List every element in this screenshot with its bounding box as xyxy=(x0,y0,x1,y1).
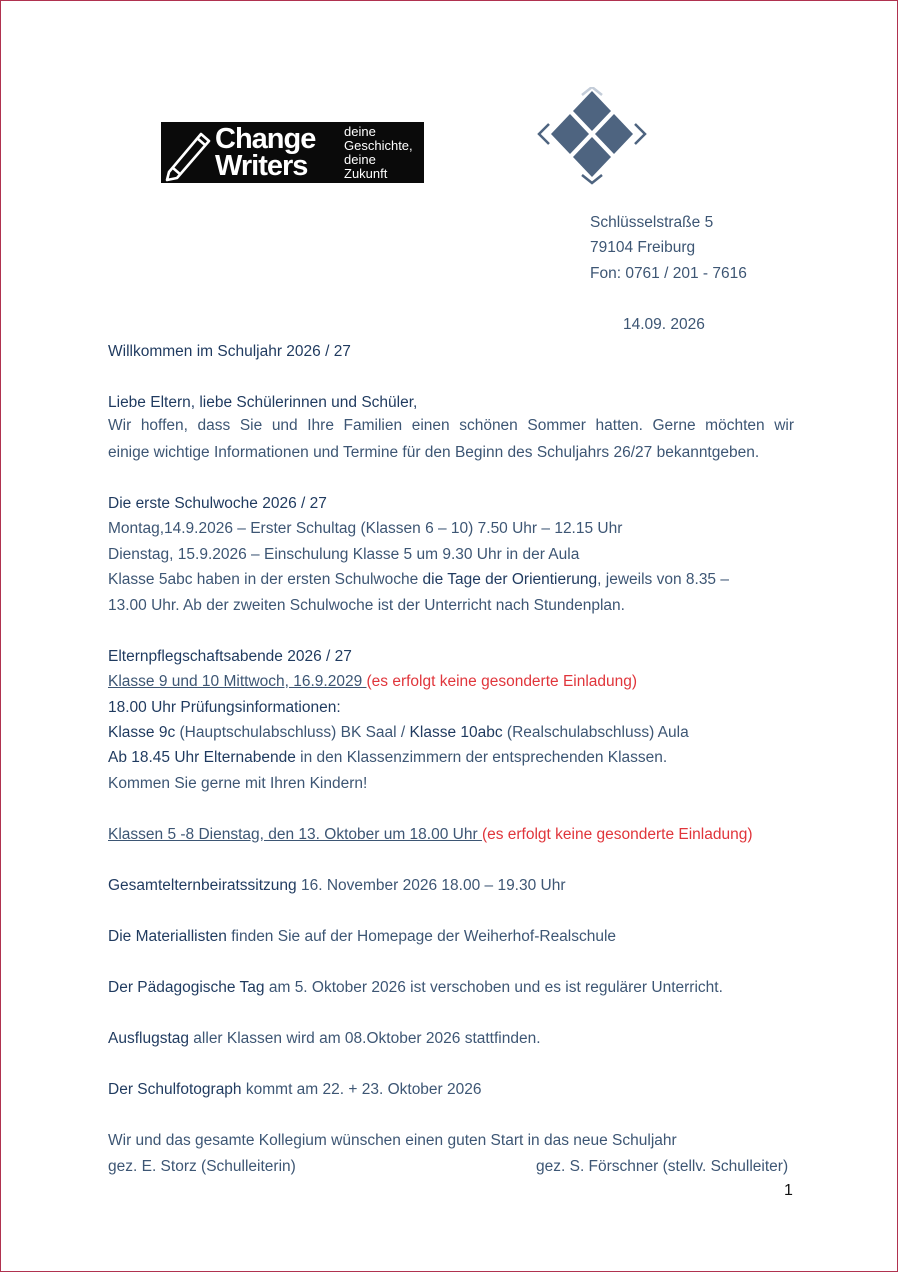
logo-tagline-4: Zukunft xyxy=(344,166,388,181)
trip-day-detail: aller Klassen wird am 08.Oktober 2026 stattfinden. xyxy=(189,1030,541,1047)
parents-evening-rooms: in den Klassenzimmern der entsprechenden Klassen. xyxy=(295,749,668,766)
signature-deputy: gez. S. Förschner (stellv. Schulleiter) xyxy=(536,1158,789,1175)
logo-tagline-3: deine xyxy=(344,152,376,167)
letter-title: Willkommen im Schuljahr 2026 / 27 xyxy=(108,343,351,360)
classes-5-8-date: Klassen 5 -8 Dienstag, den 13. Oktober um 18.00 Uhr xyxy=(108,826,482,843)
trip-day-label: Ausflugstag xyxy=(108,1030,189,1047)
materials-detail: finden Sie auf der Homepage der Weiherhof-Realschule xyxy=(226,928,617,945)
exam-rooms-line xyxy=(108,723,689,743)
first-week-line-2: Dienstag, 15.9.2026 – Einschulung Klasse 5 um 9.30 Uhr in der Aula xyxy=(108,546,580,563)
parents-evening-heading: Elternpflegschaftsabende 2026 / 27 xyxy=(108,648,352,665)
first-week-line-4: 13.00 Uhr. Ab der zweiten Schulwoche ist der Unterricht nach Stundenplan. xyxy=(108,597,625,614)
classes-5-8-line xyxy=(108,825,753,845)
first-week-line-3-end: , jeweils von 8.35 – xyxy=(597,571,729,588)
address-city: 79104 Freiburg xyxy=(590,239,696,256)
council-date: 16. November 2026 18.00 – 19.30 Uhr xyxy=(296,877,566,894)
parents-evening-date-line xyxy=(108,672,637,692)
intro-line-2: einige wichtige Informationen und Termine für den Beginn des Schuljahrs 26/27 bekanntgeben. xyxy=(108,444,760,461)
signature-principal: gez. E. Storz (Schulleiterin) xyxy=(108,1158,296,1175)
change-writers-logo xyxy=(161,122,424,183)
photographer-line xyxy=(108,1080,482,1100)
no-invite-note-2: (es erfolgt keine gesonderte Einladung) xyxy=(481,826,753,843)
pedagogical-day-line xyxy=(108,978,723,998)
class-10abc-label: Klasse 10abc xyxy=(409,724,503,741)
pedagogical-day-label: Der Pädagogische Tag xyxy=(108,979,265,996)
first-week-line-1: Montag,14.9.2026 – Erster Schultag (Klassen 6 – 10) 7.50 Uhr – 12.15 Uhr xyxy=(108,520,623,537)
class-9c-detail: (Hauptschulabschluss) BK Saal / xyxy=(175,724,410,741)
logo-tagline-2: Geschichte, xyxy=(344,138,413,153)
logo-line-change: Change xyxy=(215,123,316,155)
photographer-label: Der Schulfotograph xyxy=(108,1081,242,1098)
council-label: Gesamtelternbeiratssitzung xyxy=(108,877,297,894)
materials-label: Die Materiallisten xyxy=(108,928,227,945)
class-9-10-date: Klasse 9 und 10 Mittwoch, 16.9.2029 xyxy=(108,673,367,690)
parents-evening-time: Ab 18.45 Uhr Elternabende xyxy=(108,749,296,766)
invite-children-line: Kommen Sie gerne mit Ihren Kindern! xyxy=(108,775,368,792)
logo-line-writers: Writers xyxy=(215,150,308,182)
intro-line-1: Wir hoffen, dass Sie und Ihre Familien einen schönen Sommer hatten. Gerne möchten wir xyxy=(108,417,794,434)
class-10abc-detail: (Realschulabschluss) Aula xyxy=(502,724,689,741)
page-number: 1 xyxy=(784,1182,793,1199)
letter-date: 14.09. 2026 xyxy=(623,316,705,333)
orientation-days: die Tage der Orientierung xyxy=(422,571,598,588)
logo-tagline-1: deine xyxy=(344,124,376,139)
pedagogical-day-detail: am 5. Oktober 2026 ist verschoben und es ist regulärer Unterricht. xyxy=(264,979,723,996)
first-week-heading: Die erste Schulwoche 2026 / 27 xyxy=(108,495,327,512)
photographer-detail: kommt am 22. + 23. Oktober 2026 xyxy=(241,1081,482,1098)
pencil-icon xyxy=(161,122,221,183)
no-invite-note: (es erfolgt keine gesonderte Einladung) xyxy=(366,673,638,690)
class-9c-label: Klasse 9c xyxy=(108,724,176,741)
greeting: Liebe Eltern, liebe Schülerinnen und Schüler, xyxy=(108,394,418,411)
materials-line xyxy=(108,927,616,947)
parents-evening-line xyxy=(108,748,667,768)
trip-day-line xyxy=(108,1029,541,1049)
address-phone: Fon: 0761 / 201 - 7616 xyxy=(590,265,747,282)
first-week-line-3 xyxy=(108,570,729,590)
first-week-line-3-start: Klasse 5abc haben in der ersten Schulwoche xyxy=(108,571,423,588)
exam-info-heading: 18.00 Uhr Prüfungsinformationen: xyxy=(108,699,341,716)
address-street: Schlüsselstraße 5 xyxy=(590,214,714,231)
council-line xyxy=(108,876,566,896)
school-diamond-logo-icon xyxy=(534,87,649,185)
closing-line: Wir und das gesamte Kollegium wünschen einen guten Start in das neue Schuljahr xyxy=(108,1132,677,1149)
